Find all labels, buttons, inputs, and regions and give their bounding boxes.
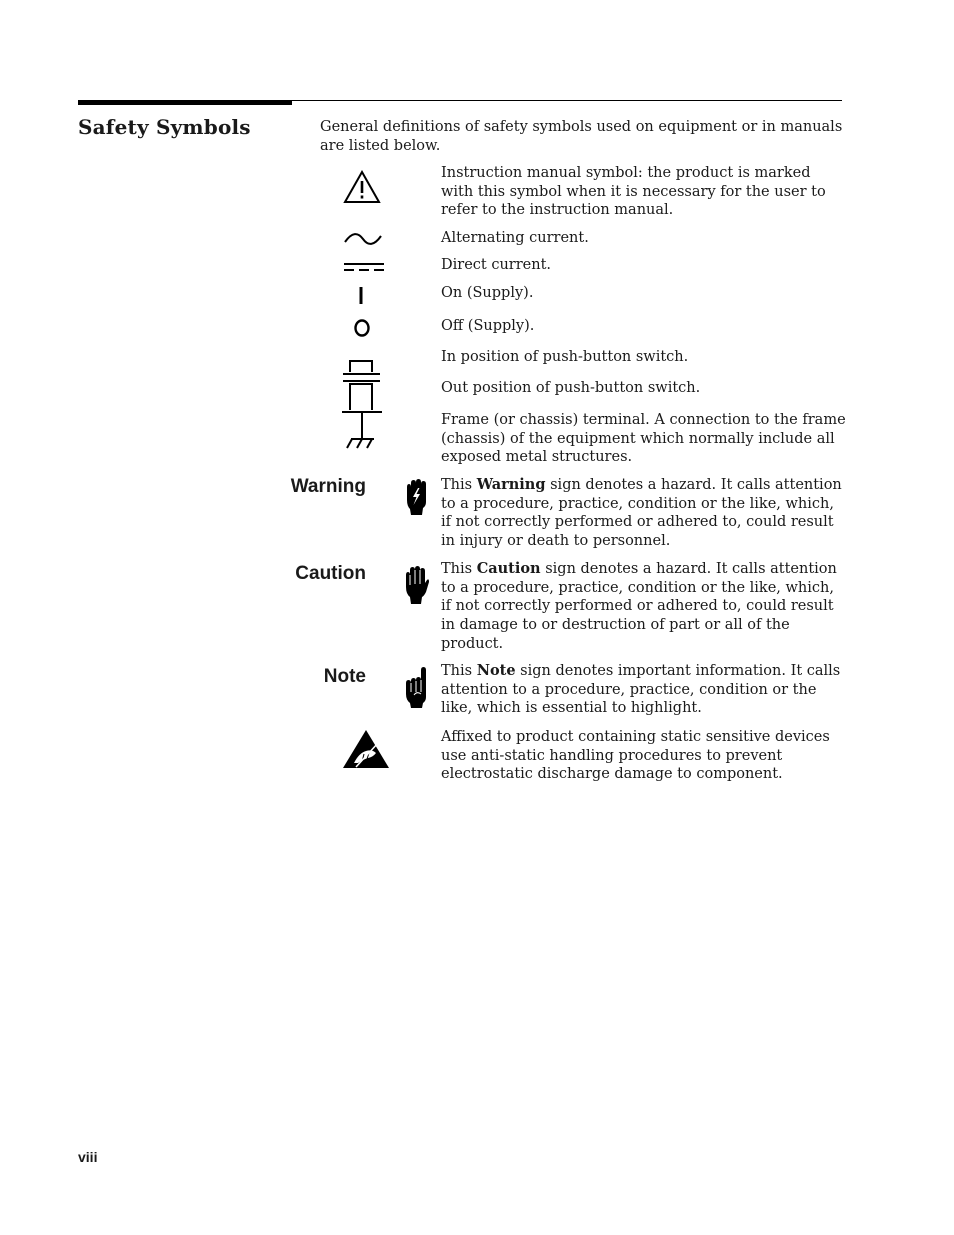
push-button-in-icon (342, 358, 382, 378)
symbol-description: Direct current. (441, 257, 552, 273)
warning-triangle-icon (343, 170, 381, 204)
esd-description: Affixed to product containing static sensitive devices use anti-static handling procedures to prevent electrostatic discharge damage to component. (441, 729, 830, 783)
power-off-icon (352, 318, 372, 338)
esd-sensitive-icon (342, 729, 390, 769)
alternating-current-icon (343, 230, 383, 248)
note-pointing-hand-icon (404, 667, 430, 709)
caution-label: Caution (295, 563, 366, 584)
chassis-terminal-icon (342, 411, 382, 451)
symbol-description: Out position of push-button switch. (441, 380, 701, 396)
symbol-description: On (Supply). (441, 285, 534, 301)
warning-hand-icon (403, 478, 429, 516)
note-label: Note (323, 666, 366, 687)
warning-label: Warning (290, 476, 366, 497)
symbol-description: Frame (or chassis) terminal. A connection to the frame (chassis) of the equipment which normally include all exposed metal structures. (441, 412, 846, 466)
warning-description: This Warning sign denotes a hazard. It calls attention to a procedure, practice, condition or the like, which, if not correctly performed or adhered to, could result in injury or death to personnel. (441, 476, 842, 550)
header-rule-thin (292, 100, 842, 101)
caution-keyword: Caution (476, 560, 541, 577)
symbol-description: Off (Supply). (441, 318, 535, 334)
header-rule-thick (78, 100, 292, 105)
push-button-out-icon (342, 377, 382, 413)
section-title: Safety Symbols (78, 115, 251, 139)
caution-description: This Caution sign denotes a hazard. It calls attention to a procedure, practice, condition or the like, which, if not correctly performed or adhered to, could result in damage to or destruction of part or all of the product. (441, 560, 837, 652)
page-number: viii (78, 1149, 98, 1165)
symbol-description: Instruction manual symbol: the product is marked with this symbol when it is necessary for the user to refer to the instruction manual. (441, 165, 826, 219)
intro-paragraph: General definitions of safety symbols used on equipment or in manuals are listed below. (320, 119, 843, 154)
note-description: This Note sign denotes important information. It calls attention to a procedure, practice, condition or the like, which is essential to highlight. (441, 662, 841, 717)
symbol-description: Alternating current. (441, 230, 589, 246)
symbol-description: In position of push-button switch. (441, 349, 689, 365)
power-on-icon (355, 286, 367, 306)
warning-keyword: Warning (476, 476, 546, 493)
direct-current-icon (343, 260, 385, 274)
caution-hand-icon (403, 565, 429, 605)
note-keyword: Note (476, 662, 516, 679)
